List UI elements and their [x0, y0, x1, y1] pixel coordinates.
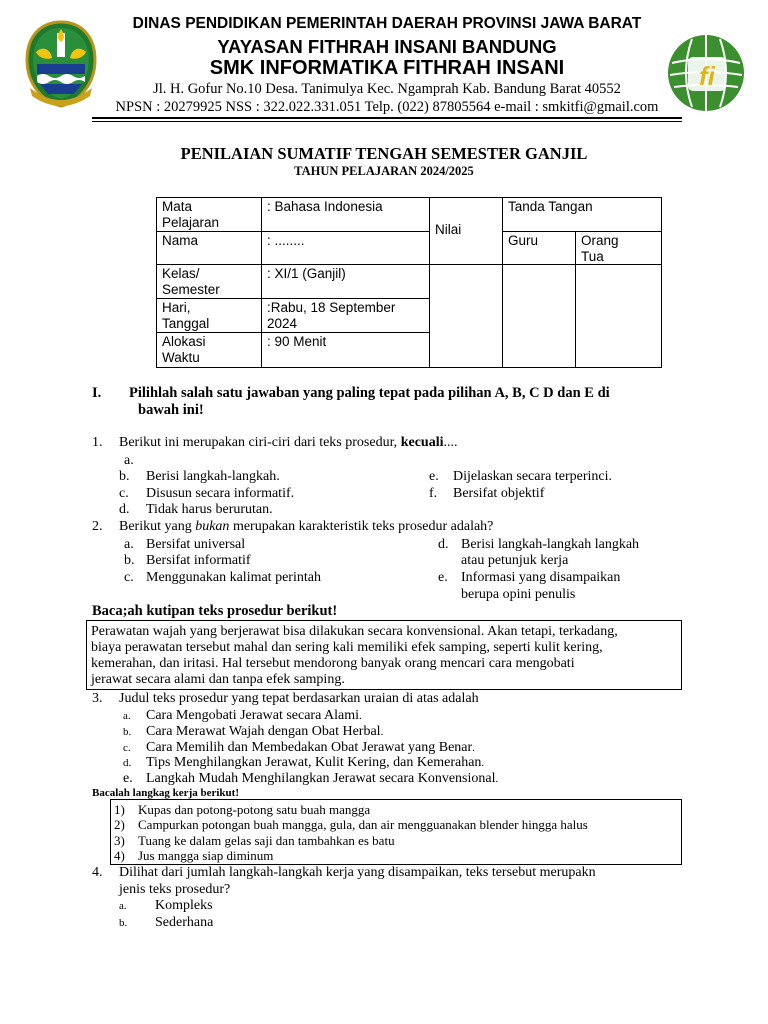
header-foundation-line: YAYASAN FITHRAH INSANI BANDUNG [217, 36, 557, 57]
q2-option-e[interactable]: e. Informasi yang disampaikan berupa opini penulis [438, 570, 621, 602]
q1-option-c[interactable]: c. Disusun secara informatif. [119, 486, 295, 501]
q1-number: 1. [92, 435, 103, 450]
label-cell-duration: Alokasi Waktu [156, 332, 262, 368]
q3-option-e[interactable]: e. Langkah Mudah Menghilangkan Jerawat secara Konvensional. [123, 771, 499, 786]
parent-signature-label: Orang Tua [575, 231, 662, 265]
q1-option-d[interactable]: d. Tidak harus berurutan. [119, 502, 273, 517]
q3-option-a[interactable]: a. Cara Mengobati Jerawat secara Alami. [123, 708, 362, 723]
label-cell-class: Kelas/ Semester [156, 264, 262, 299]
q3-option-c[interactable]: c. Cara Memilih dan Membedakan Obat Jerawat yang Benar. [123, 740, 475, 755]
label-cell-date: Hari, Tanggal [156, 298, 262, 333]
q3-question: Judul teks prosedur yang tepat berdasarkan uraian di atas adalah [119, 691, 479, 706]
q1-option-a[interactable]: a. [124, 453, 134, 468]
student-info-table [156, 197, 662, 368]
passage-heading: Baca;ah kutipan teks prosedur berikut! [92, 603, 338, 619]
q1-option-e[interactable]: e. Dijelaskan secara terperinci. [429, 469, 612, 484]
value-cell-subject: : Bahasa Indonesia [261, 197, 430, 232]
q4-number: 4. [92, 865, 103, 880]
school-fi-logo-icon [666, 33, 746, 113]
q4-option-b[interactable]: b. Sederhana [119, 915, 214, 930]
exam-academic-year: TAHUN PELAJARAN 2024/2025 [294, 164, 474, 178]
q3-option-b[interactable]: b. Cara Merawat Wajah dengan Obat Herbal. [123, 724, 384, 739]
section-instruction-line2: bawah ini! [138, 402, 204, 418]
label-cell-name: Nama [156, 231, 262, 265]
q1-option-b[interactable]: b. Berisi langkah-langkah. [119, 469, 280, 484]
steps-box [110, 799, 682, 865]
header-divider-thick [92, 117, 682, 119]
name-field[interactable]: : ........ [261, 231, 430, 265]
q2-question: Berikut yang bukan merupakan karakteristik teks prosedur adalah? [119, 519, 494, 534]
school-logo-text: fi [699, 61, 715, 91]
q4-question-line2: jenis teks prosedur? [119, 882, 231, 897]
q1-option-f[interactable]: f. Bersifat objektif [429, 486, 545, 501]
q3-option-d[interactable]: d. Tips Menghilangkan Jerawat, Kulit Kering, dan Kemerahan. [123, 755, 485, 770]
header-divider-thin [92, 121, 682, 122]
q1-question: Berikut ini merupakan ciri-ciri dari teks prosedur, kecuali.... [119, 435, 458, 450]
step-item: 2) Campurkan potongan buah mangga, gula, dan air mengguanakan blender hingga halus [114, 817, 588, 832]
teacher-signature-field[interactable] [502, 264, 576, 368]
passage-line: kemerahan, dan iritasi. Hal tersebut mendorong banyak orang mencari cara mengobati [91, 656, 575, 671]
label-cell-subject: Mata Pelajaran [156, 197, 262, 232]
step-item: 4) Jus mangga siap diminum [114, 848, 274, 863]
teacher-signature-label: Guru [502, 231, 576, 265]
signature-header-cell: Tanda Tangan [502, 197, 662, 232]
header-contact: NPSN : 20279925 NSS : 322.022.331.051 Telp. (022) 87805564 e-mail : smkitfi@gmail.com [115, 99, 659, 115]
header-address: Jl. H. Gofur No.10 Desa. Tanimulya Kec. Ngamprah Kab. Bandung Barat 40552 [153, 81, 621, 97]
step-item: 1) Kupas dan potong-potong satu buah mangga [114, 802, 371, 817]
score-label-cell: Nilai [429, 197, 503, 265]
q3-number: 3. [92, 691, 103, 706]
q4-option-a[interactable]: a. Kompleks [119, 898, 213, 913]
step-item: 3) Tuang ke dalam gelas saji dan tambahkan es batu [114, 833, 395, 848]
section-roman-number: I. [92, 385, 102, 401]
header-agency-line: DINAS PENDIDIKAN PEMERINTAH DAERAH PROVINSI JAWA BARAT [132, 15, 642, 32]
q2-option-a[interactable]: a. Bersifat universal [124, 537, 246, 552]
value-cell-class: : XI/1 (Ganjil) [261, 264, 430, 299]
parent-signature-field[interactable] [575, 264, 662, 368]
passage-line: biaya perawatan tersebut mahal dan sering kali memiliki efek samping, seperti kulit kering, [91, 640, 603, 655]
q2-number: 2. [92, 519, 103, 534]
q2-option-b[interactable]: b. Bersifat informatif [124, 553, 251, 568]
steps-heading: Bacalah langkag kerja berikut! [92, 787, 239, 799]
passage-box [86, 620, 682, 690]
header-school-name: SMK INFORMATIKA FITHRAH INSANI [209, 57, 565, 79]
q2-option-c[interactable]: c. Menggunakan kalimat perintah [124, 570, 321, 585]
passage-line: Perawatan wajah yang berjerawat bisa dilakukan secara konvensional. Akan tetapi, terkadang, [91, 624, 618, 639]
value-cell-duration: : 90 Menit [261, 332, 430, 368]
section-instruction-line1: Pilihlah salah satu jawaban yang paling tepat pada pilihan A, B, C D dan E di [129, 385, 610, 401]
q4-question-line1: Dilihat dari jumlah langkah-langkah kerja yang disampaikan, teks tersebut merupakn [119, 865, 596, 880]
value-cell-date: :Rabu, 18 September 2024 [261, 298, 430, 333]
exam-title: PENILAIAN SUMATIF TENGAH SEMESTER GANJIL [180, 144, 588, 163]
q2-option-d[interactable]: d. Berisi langkah-langkah langkah atau petunjuk kerja [438, 537, 640, 568]
score-field[interactable] [429, 264, 503, 368]
passage-line: jerawat secara alami dan tanpa efek samping. [91, 672, 345, 687]
west-java-province-emblem-icon [24, 20, 98, 108]
